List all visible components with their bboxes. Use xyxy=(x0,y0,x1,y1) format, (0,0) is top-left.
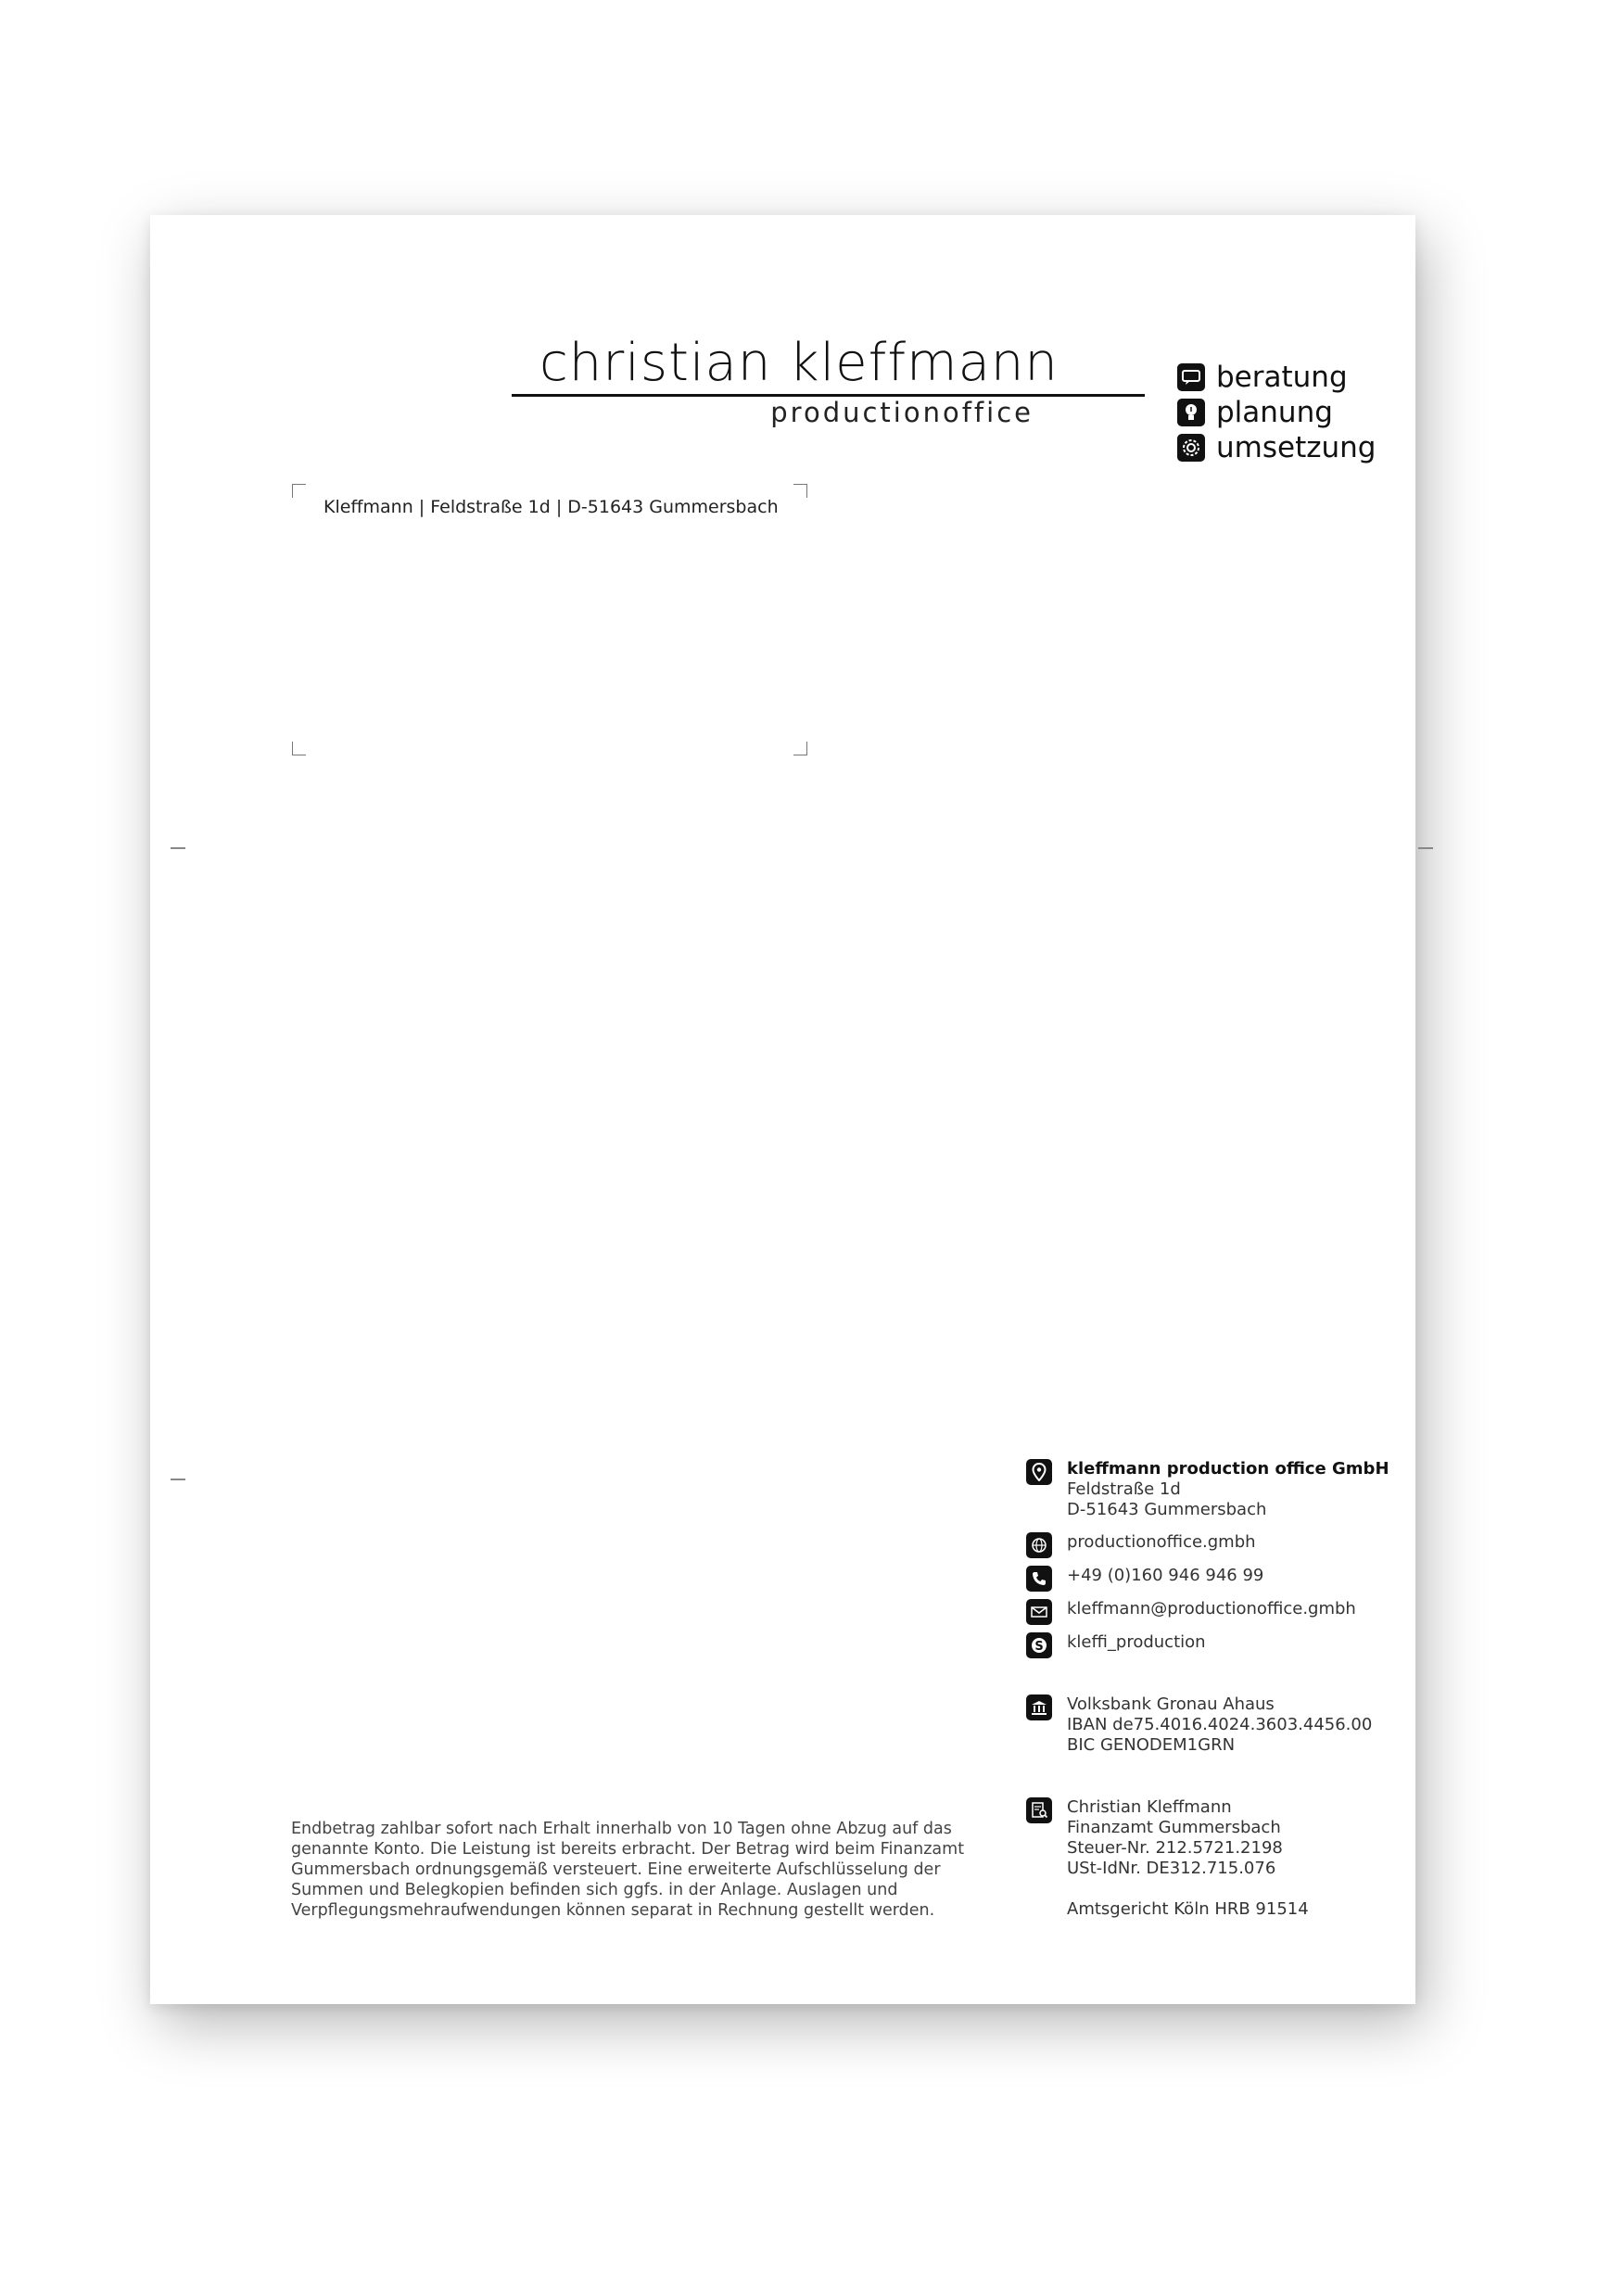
bic: BIC GENODEM1GRN xyxy=(1067,1735,1236,1755)
return-address: Kleffmann | Feldstraße 1d | D-51643 Gummersbach xyxy=(324,497,779,517)
service-item-beratung xyxy=(1177,360,1376,395)
punch-mark xyxy=(171,1479,185,1480)
city: D-51643 Gummersbach xyxy=(1067,1500,1267,1519)
service-label: planung xyxy=(1216,396,1333,429)
fold-mark xyxy=(171,847,185,849)
lightbulb-icon xyxy=(1177,399,1205,426)
bank-icon xyxy=(1026,1694,1052,1720)
bank-name: Volksbank Gronau Ahaus xyxy=(1067,1694,1275,1714)
company-name: kleffmann production office GmbH xyxy=(1067,1459,1389,1479)
contact-address xyxy=(1026,1459,1389,1520)
fold-mark xyxy=(1418,847,1433,849)
logo-name: christian kleffmann xyxy=(539,333,1059,393)
service-item-umsetzung xyxy=(1177,430,1376,465)
email-address: kleffmann@productionoffice.gmbh xyxy=(1067,1599,1356,1618)
envelope-icon xyxy=(1026,1599,1052,1625)
skype-handle: kleffi_production xyxy=(1067,1632,1206,1652)
payment-terms-line: Verpflegungsmehraufwendungen können separat in Rechnung gestellt werden. xyxy=(291,1901,935,1920)
document-search-icon xyxy=(1026,1797,1052,1823)
globe-icon xyxy=(1026,1532,1052,1558)
bank-details xyxy=(1026,1694,1372,1756)
services-list xyxy=(1177,360,1376,465)
website: productionoffice.gmbh xyxy=(1067,1532,1256,1552)
tax-details xyxy=(1026,1797,1309,1920)
tax-owner: Christian Kleffmann xyxy=(1067,1797,1232,1817)
payment-terms xyxy=(291,1819,977,1921)
address-window-corner xyxy=(793,484,807,498)
svg-text:S: S xyxy=(1034,1640,1044,1654)
street: Feldstraße 1d xyxy=(1067,1479,1181,1499)
court-registration: Amtsgericht Köln HRB 91514 xyxy=(1067,1899,1309,1919)
phone-icon xyxy=(1026,1566,1052,1592)
contact-skype xyxy=(1026,1632,1206,1658)
logo-subtitle: productionoffice xyxy=(770,397,1034,428)
contact-web xyxy=(1026,1532,1256,1558)
tax-number: Steuer-Nr. 212.5721.2198 xyxy=(1067,1838,1283,1858)
payment-terms-line: Endbetrag zahlbar sofort nach Erhalt innerhalb von 10 Tagen ohne Abzug auf das xyxy=(291,1820,952,1838)
service-label: beratung xyxy=(1216,361,1348,394)
letterhead-page xyxy=(150,215,1415,2004)
payment-terms-line: Summen und Belegkopien befinden sich ggfs. in der Anlage. Auslagen und xyxy=(291,1881,898,1899)
tax-office: Finanzamt Gummersbach xyxy=(1067,1818,1281,1837)
vat-id: USt-IdNr. DE312.715.076 xyxy=(1067,1859,1276,1878)
service-label: umsetzung xyxy=(1216,431,1377,464)
address-window-corner xyxy=(292,742,306,755)
iban: IBAN de75.4016.4024.3603.4456.00 xyxy=(1067,1715,1373,1734)
phone-number: +49 (0)160 946 946 99 xyxy=(1067,1566,1264,1585)
location-pin-icon xyxy=(1026,1459,1052,1485)
contact-email xyxy=(1026,1599,1356,1625)
payment-terms-line: genannte Konto. Die Leistung ist bereits erbracht. Der Betrag wird beim Finanzamt xyxy=(291,1840,965,1859)
chat-icon xyxy=(1177,363,1205,391)
payment-terms-line: Gummersbach ordnungsgemäß versteuert. Eine erweiterte Aufschlüsselung der xyxy=(291,1860,941,1879)
address-window-corner xyxy=(292,484,306,498)
gear-icon xyxy=(1177,434,1205,462)
contact-phone xyxy=(1026,1566,1263,1592)
skype-icon xyxy=(1026,1632,1052,1658)
service-item-planung xyxy=(1177,395,1376,430)
address-window-corner xyxy=(793,742,807,755)
